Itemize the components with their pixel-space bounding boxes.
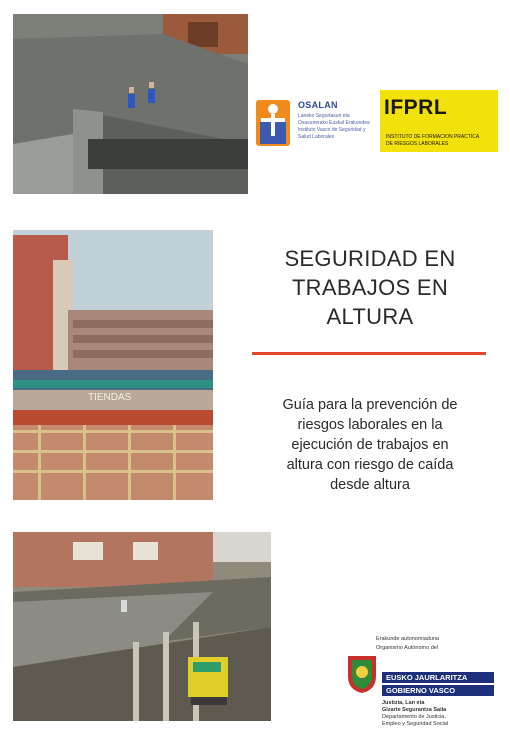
document-subtitle	[248, 395, 492, 495]
subtitle-line-5: desde altura	[330, 477, 410, 493]
document-title	[240, 244, 500, 331]
construction-site-photo	[13, 532, 271, 721]
subtitle-line-2: riesgos laborales en la	[297, 417, 443, 433]
osalan-line-3: Instituto Vasco de Seguridad y	[298, 127, 366, 133]
ifprl-name: IFPRL	[384, 96, 448, 119]
osalan-line-1: Laneko Segurtasun eta	[298, 113, 350, 119]
gov-dept-line-1: Justizia, Lan eta	[382, 700, 425, 706]
scaffolding-building-photo	[13, 230, 213, 500]
title-divider	[252, 352, 486, 355]
osalan-figure-icon	[256, 100, 290, 146]
gov-dept-line-4: Empleo y Seguridad Social	[382, 721, 449, 727]
store-sign: TIENDAS	[88, 392, 132, 403]
title-line-2: TRABAJOS EN	[291, 275, 449, 300]
gov-dept-line-2: Gizarte Segurantza Saila	[382, 707, 447, 713]
ifprl-line-1: INSTITUTO DE FORMACION PRACTICA	[386, 134, 480, 140]
roof-workers-photo	[13, 14, 248, 194]
gov-top-line-1: Erakunde autonomiaduna	[376, 636, 439, 642]
gov-name-basque: EUSKO JAURLARITZA	[382, 672, 494, 683]
gov-name-spanish: GOBIERNO VASCO	[382, 685, 494, 696]
gov-top-line-2: Organismo Autónomo del	[376, 645, 439, 651]
gov-dept-line-3: Departamento de Justicia,	[382, 714, 446, 720]
osalan-name: OSALAN	[298, 100, 338, 110]
title-line-1: SEGURIDAD EN	[284, 246, 456, 271]
osalan-line-2: Osasunerako Euskal Erakundea	[298, 120, 370, 126]
ifprl-logo	[380, 90, 498, 152]
title-line-3: ALTURA	[326, 304, 414, 329]
osalan-line-4: Salud Laborales	[298, 134, 335, 140]
ifprl-line-2: DE RIESGOS LABORALES	[386, 141, 449, 147]
osalan-logo	[256, 96, 371, 156]
basque-government-logo	[346, 636, 496, 728]
subtitle-line-3: ejecución de trabajos en	[291, 437, 449, 453]
subtitle-line-1: Guía para la prevención de	[282, 397, 458, 413]
subtitle-line-4: altura con riesgo de caída	[286, 457, 454, 473]
coat-of-arms-icon	[346, 654, 378, 694]
